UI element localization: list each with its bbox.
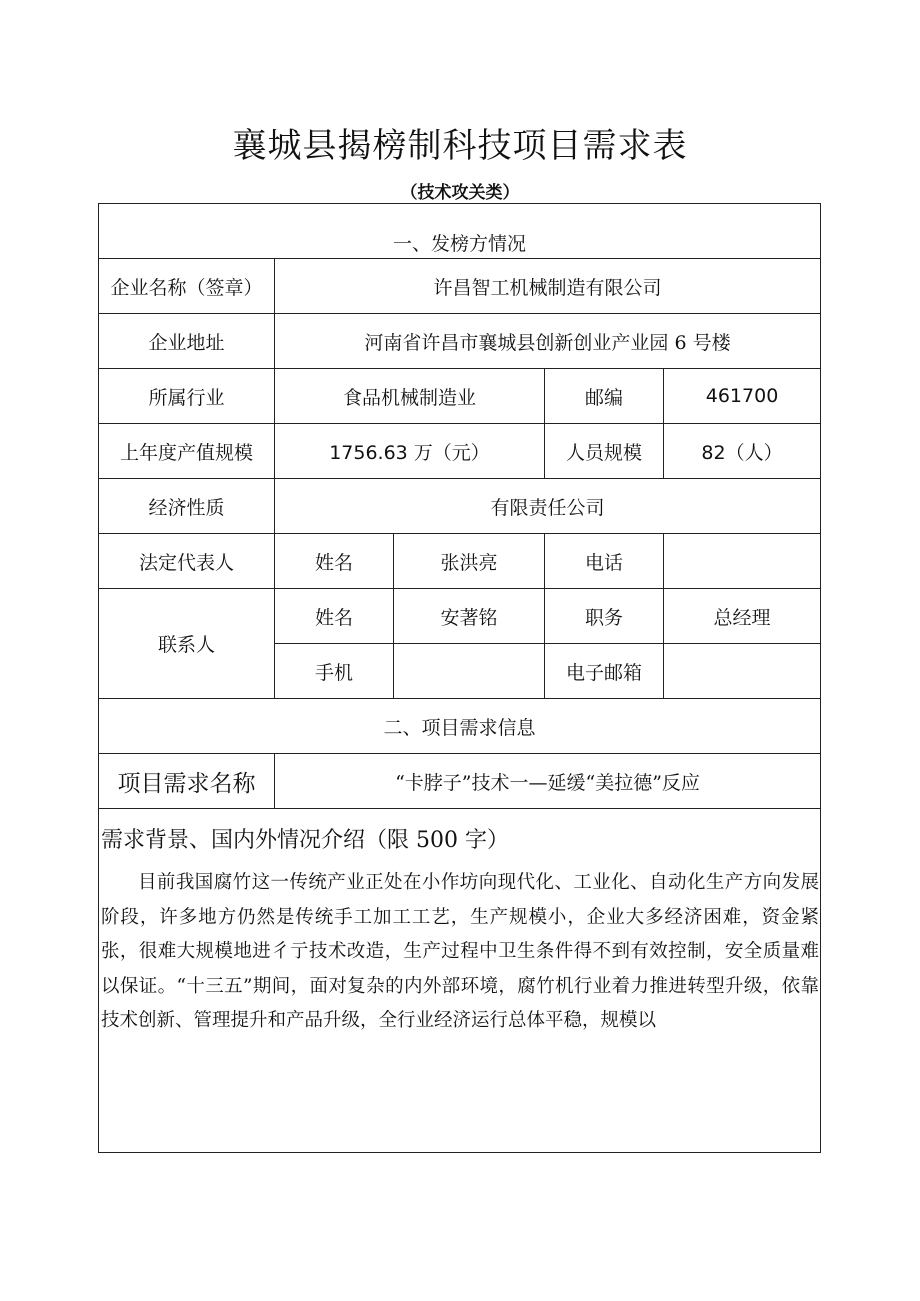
section1-heading: 一、发榜方情况 [99, 204, 821, 259]
legal-rep-label: 法定代表人 [99, 534, 275, 589]
project-name-value: “卡脖子”技术一—延缓“美拉德”反应 [275, 754, 821, 809]
document-subtitle: （技术攻关类） [400, 183, 520, 203]
requirement-form-table [98, 203, 821, 1153]
output-unit: 万（元） [407, 441, 490, 464]
mobile-label: 手机 [275, 644, 394, 699]
legal-rep-name: 张洪亮 [394, 534, 545, 589]
document-title: 襄城县揭榜制科技项目需求表 [232, 126, 688, 166]
position-label: 职务 [545, 589, 664, 644]
staff-unit: （人） [725, 441, 783, 464]
contact-label: 联系人 [99, 589, 275, 699]
background-cell [99, 809, 821, 1153]
email-label: 电子邮箱 [545, 644, 664, 699]
contact-name: 安著铭 [394, 589, 545, 644]
mobile-value [394, 644, 545, 699]
company-name-label: 企业名称（签章） [99, 259, 275, 314]
email-value [664, 644, 821, 699]
postcode-value: 461700 [664, 369, 821, 424]
section2-heading: 二、项目需求信息 [99, 699, 821, 754]
phone-label: 电话 [545, 534, 664, 589]
contact-name-label: 姓名 [275, 589, 394, 644]
staff-label: 人员规模 [545, 424, 664, 479]
project-name-label: 项目需求名称 [99, 754, 275, 809]
output-label: 上年度产值规模 [99, 424, 275, 479]
position-value: 总经理 [664, 589, 821, 644]
address-value: 河南省许昌市襄城县创新创业产业园 6 号楼 [275, 314, 821, 369]
output-cell [275, 424, 545, 479]
industry-value: 食品机械制造业 [275, 369, 545, 424]
output-value: 1756.63 [329, 441, 408, 464]
phone-value [664, 534, 821, 589]
staff-cell [664, 424, 821, 479]
background-label: 需求背景、国内外情况介绍（限 500 字） [101, 828, 509, 853]
industry-label: 所属行业 [99, 369, 275, 424]
address-label: 企业地址 [99, 314, 275, 369]
nature-value: 有限责任公司 [275, 479, 821, 534]
nature-label: 经济性质 [99, 479, 275, 534]
postcode-label: 邮编 [545, 369, 664, 424]
legal-rep-name-label: 姓名 [275, 534, 394, 589]
background-text: 目前我国腐竹这一传统产业正处在小作坊向现代化、工业化、自动化生产方向发展阶段，许多地方仍然是传统手工加工工艺，生产规模小，企业大多经济困难，资金紧张，很难大规模地进彳亍技术改造，生产过程中卫生条件得不到有效控制，安全质量难以保证。“十三五”期间，面对复杂的内外部环境，腐竹机行业着力推进转型升级，依靠技术创新、管理提升和产品升级，全行业经济运行总体平稳，规模以 [101, 872, 820, 1031]
company-name-value: 许昌智工机械制造有限公司 [275, 259, 821, 314]
staff-value: 82 [701, 441, 726, 464]
